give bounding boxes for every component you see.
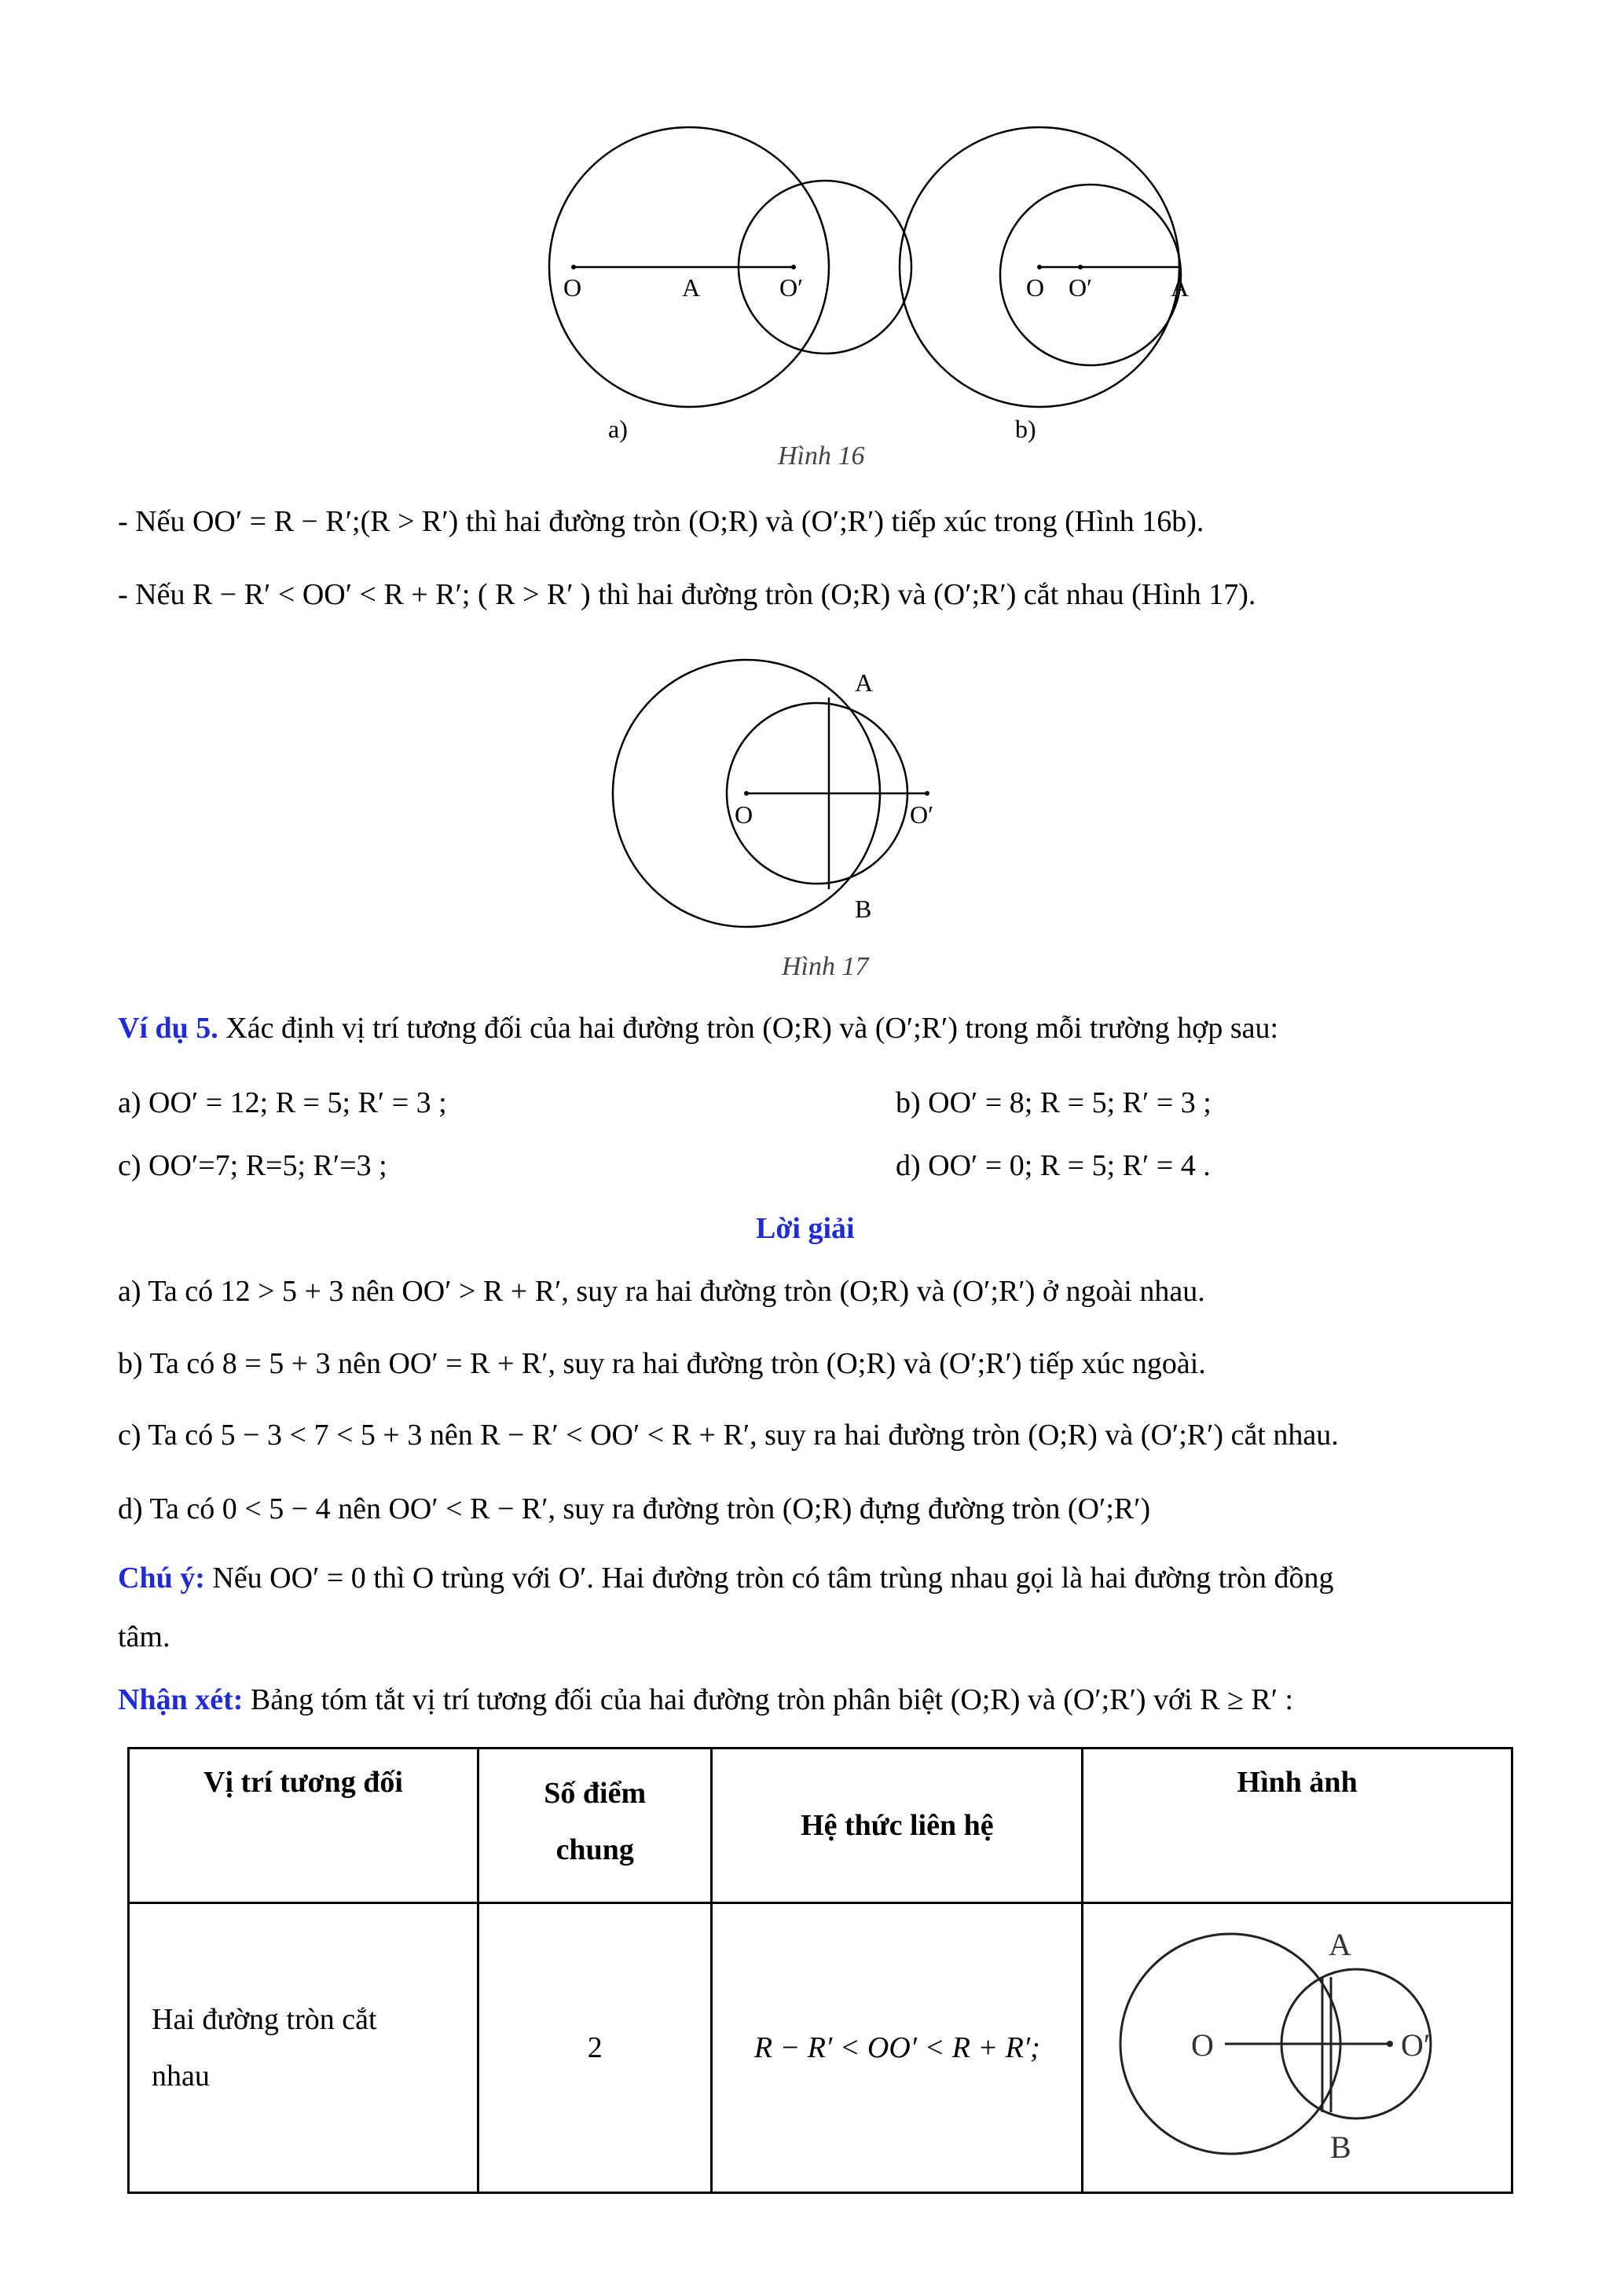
fig16b-point-o: O (1026, 273, 1045, 302)
note-label: Chú ý: (118, 1562, 205, 1595)
cell-count: 2 (478, 1903, 711, 2193)
figure-16-caption: Hình 16 (778, 441, 865, 471)
fig17-point-a: A (855, 668, 874, 697)
fig16a-point-o-prime: O′ (779, 273, 804, 302)
table-fig-point-a: A (1329, 1927, 1352, 1962)
example-5 (118, 1013, 1278, 1043)
figure-17-caption: Hình 17 (782, 952, 869, 981)
example-case-d: d) OO′ = 0; R = 5; R′ = 4 . (896, 1149, 1211, 1182)
table-row (129, 1903, 1512, 2193)
solution-b: b) Ta có 8 = 5 + 3 nên OO′ = R + R′, suy ra hai đường tròn (O;R) và (O′;R′) tiếp xúc ngoài. (118, 1347, 1206, 1380)
note-continuation: tâm. (118, 1620, 170, 1653)
fig17-point-b: B (855, 895, 872, 923)
header-image: Hình ảnh (1083, 1749, 1512, 1903)
remark (118, 1685, 1293, 1715)
fig16a-point-a: A (682, 273, 701, 302)
header-position: Vị trí tương đối (129, 1749, 478, 1903)
cell-relation: R − R′ < OO′ < R + R′; (712, 1903, 1083, 2193)
example-case-a: a) OO′ = 12; R = 5; R′ = 3 ; (118, 1086, 447, 1119)
summary-table (127, 1747, 1513, 2194)
header-common-points-line1: Số điểm (544, 1777, 647, 1810)
cell-position-line1: Hai đường tròn cắt (152, 2002, 377, 2036)
fig17-point-o: O (735, 800, 753, 829)
header-relation: Hệ thức liên hệ (712, 1749, 1083, 1903)
fig16a-label: a) (608, 415, 628, 443)
header-common-points (478, 1749, 711, 1903)
figure-17 (605, 644, 1014, 935)
remark-text: Bảng tóm tắt vị trí tương đối của hai đường tròn phân biệt (O;R) và (O′;R′) với R ≥ R′ : (243, 1683, 1294, 1716)
note (118, 1563, 1334, 1593)
table-fig-point-o: O (1191, 2027, 1215, 2063)
intersecting-circles-figure (1116, 1914, 1478, 2173)
table-header-row (129, 1749, 1512, 1903)
example-label: Ví dụ 5. (118, 1012, 218, 1045)
paragraph-internal-tangent: - Nếu OO′ = R − R′;(R > R′) thì hai đường tròn (O;R) và (O′;R′) tiếp xúc trong (Hình 16b). (118, 505, 1204, 538)
solution-a: a) Ta có 12 > 5 + 3 nên OO′ > R + R′, suy ra hai đường tròn (O;R) và (O′;R′) ở ngoài nhau. (118, 1275, 1205, 1308)
fig17-point-o-prime: O′ (910, 800, 934, 829)
paragraph-intersect: - Nếu R − R′ < OO′ < R + R′; ( R > R′ ) thì hai đường tròn (O;R) và (O′;R′) cắt nhau (Hình 17). (118, 578, 1256, 611)
fig16b-point-o-prime: O′ (1069, 273, 1093, 302)
example-text: Xác định vị trí tương đối của hai đường tròn (O;R) và (O′;R′) trong mỗi trường hợp sau: (218, 1012, 1279, 1045)
example-case-b: b) OO′ = 8; R = 5; R′ = 3 ; (896, 1086, 1212, 1119)
cell-image (1083, 1903, 1512, 2193)
fig16b-point-a: A (1171, 273, 1190, 302)
header-common-points-line2: chung (555, 1833, 634, 1867)
solution-title: Lời giải (756, 1212, 855, 1245)
cell-position-line2: nhau (152, 2060, 210, 2093)
table-fig-point-b: B (1330, 2129, 1351, 2165)
solution-d: d) Ta có 0 < 5 − 4 nên OO′ < R − R′, suy ra đường tròn (O;R) đựng đường tròn (O′;R′) (118, 1492, 1151, 1525)
solution-c: c) Ta có 5 − 3 < 7 < 5 + 3 nên R − R′ < OO′ < R + R′, suy ra hai đường tròn (O;R) và (O′;R′) cắt nhau. (118, 1419, 1339, 1452)
remark-label: Nhận xét: (118, 1683, 244, 1716)
note-text: Nếu OO′ = 0 thì O trùng với O′. Hai đường tròn có tâm trùng nhau gọi là hai đường tròn đồng (204, 1562, 1334, 1595)
cell-position (129, 1903, 478, 2193)
fig16b-label: b) (1015, 415, 1036, 443)
table-fig-point-o-prime: O′ (1401, 2027, 1431, 2063)
fig16a-point-o: O (563, 273, 582, 302)
figure-16 (424, 122, 1194, 491)
example-case-c: c) OO′=7; R=5; R′=3 ; (118, 1149, 387, 1182)
